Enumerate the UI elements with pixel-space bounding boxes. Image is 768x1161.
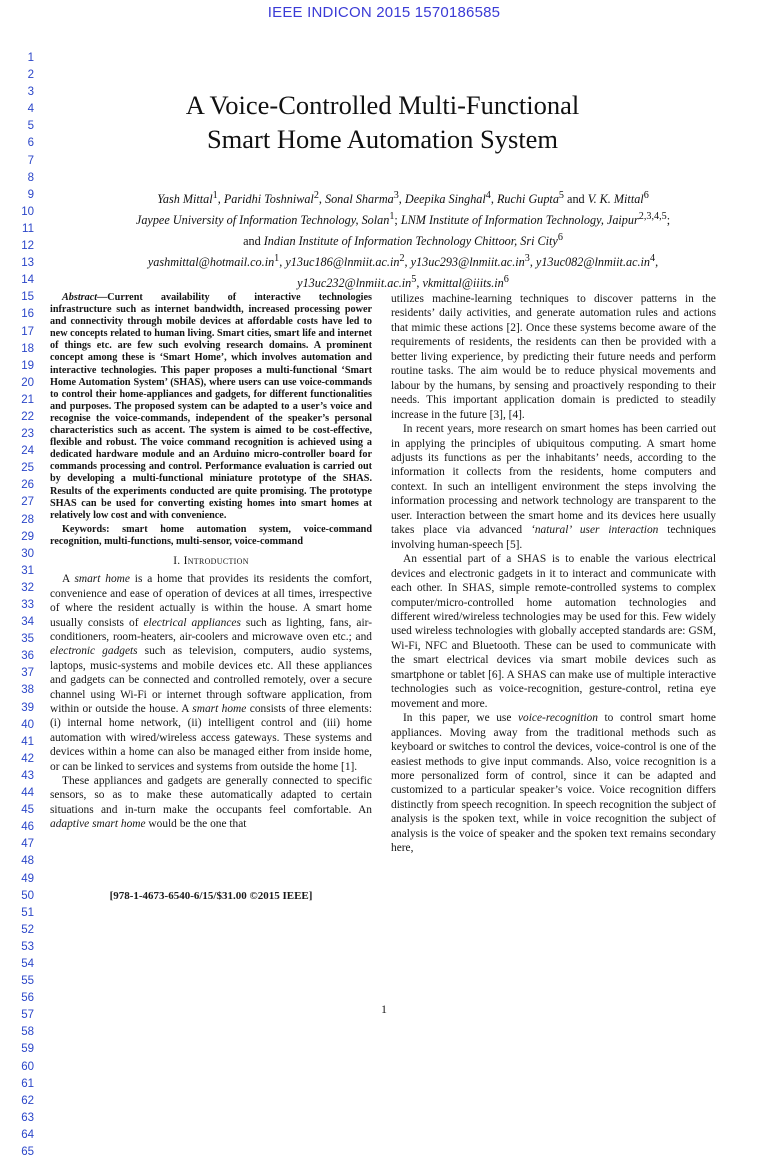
email-1: yashmittal@hotmail.co.in [147, 255, 275, 270]
line-number: 14 [21, 274, 34, 287]
line-number: 33 [21, 599, 34, 611]
line-number: 46 [21, 821, 34, 834]
abstract-label: Abstract [62, 292, 98, 303]
line-number: 53 [21, 940, 34, 953]
line-number: 57 [21, 1009, 34, 1022]
line-number: 60 [21, 1060, 34, 1073]
line-number: 17 [21, 325, 34, 338]
line-number: 56 [21, 992, 34, 1005]
line-number: 4 [27, 103, 34, 116]
affiliation-3: Indian Institute of Information Technology Chittoor, Sri City [263, 234, 558, 249]
line-number: 34 [21, 616, 34, 629]
right-paragraph-2: In recent years, more research on smart homes has been carried out in applying the principles of ubiquitous computing. A smart home adjusts its functions as per the inhabitants’ needs, according to the information it collects from the residents, home computers and context. In such an intelligent environment the steps involving the information processing and network technology are transparent to the user. Interaction between the smart home and its devices here usually takes place via advanced ‘natural’ user interaction techniques involving human-speech [5]. [391, 423, 716, 551]
line-number: 35 [21, 633, 34, 646]
intro-paragraph-1: A smart home is a home that provides its residents the comfort, convenience and ease of operation of devices at all times, irrespective of where the resident actually is within the house. A smart home usually consists of electrical appliances such as lighting, fans, air-conditioners, room-heaters, air-coolers and microwave oven etc.; and electronic gadgets such as television, computers, audio systems, laptops, music-systems and mobile devices etc. All these appliances and gadgets can be connected and controlled remotely, over a secure channel using Wi-Fi or internet through software application, from within or outside the house. A smart home consists of three elements: (i) internal home network, (ii) intelligent control and (iii) home automation with wired/wireless access gateways. These systems and devices within a home can also be managed either from inside home, or can be linked to services and systems from outside the home [1]. [50, 573, 372, 773]
author-3: Sonal Sharma [324, 192, 394, 207]
left-column [50, 292, 372, 832]
line-number: 45 [21, 804, 34, 817]
right-paragraph-1: utilizes machine-learning techniques to discover patterns in the residents’ daily activities, and generate automation rules and actions that mimic these actions [2]. Once these systems become aware of the requirements of residents, the residents can then be provided with a better living experience, by predicting their future needs and perform routine tasks. The aim would be to reduce physical movements and labour by the humans, by sensing and proactively responding to their needs. This important application domain is predicted to steadily increase in the future [3], [4]. [391, 293, 716, 421]
line-number: 28 [21, 513, 34, 526]
line-number: 3 [27, 86, 34, 99]
author-5: Ruchi Gupta [496, 192, 559, 207]
line-number: 64 [21, 1128, 34, 1141]
paper-title [110, 88, 655, 156]
line-number: 25 [21, 462, 34, 475]
line-number: 36 [21, 650, 34, 663]
line-number: 10 [21, 205, 34, 218]
line-number: 32 [21, 581, 34, 594]
line-number: 49 [21, 872, 34, 885]
right-paragraph-4: In this paper, we use voice-recognition to control smart home appliances. Moving away from the traditional methods such as keyboard or switches to control the devices, voice-control is one of the easiest methods to give input commands. Also, voice recognition is a more personalized form of control, since it can be adapted and customized to a particular speaker’s voice. Voice recognition differs distinctly from speech recognition. In speech recognition the subject of analysis is the spoken text, while in voice recognition the subject of analysis is the voice of speaker and the spoken text remains secondary here, [391, 712, 716, 855]
author-names: Yash Mittal$^1$, Paridhi Toshniwal$^2$, Sonal Sharma$^3$, Deepika Singhal$^4$, Ruchi Gupta$^5$ and V. K. Mittal$^6$ [157, 190, 649, 207]
section-heading-introduction: I. Introduction [173, 554, 249, 567]
author-2: Paridhi Toshniwal [223, 192, 314, 207]
line-number: 38 [21, 684, 34, 697]
line-number: 51 [21, 906, 34, 919]
email-6: vkmittal@iiits.in [422, 276, 504, 291]
line-number: 19 [21, 359, 34, 372]
line-number: 50 [21, 889, 34, 902]
emails-line-1: $yashmittal@hotmail.co.in^1$, $y13uc186@lnmiit.ac.in^2$, $y13uc293@lnmiit.ac.in^3$, $y13uc082@lnmiit.ac.in^4$, [147, 253, 659, 270]
author-6: V. K. Mittal [587, 192, 644, 207]
line-number: 37 [21, 667, 34, 680]
page-number: 1 [381, 1002, 387, 1016]
email-4: y13uc082@lnmiit.ac.in [535, 255, 651, 270]
line-number: 55 [21, 975, 34, 988]
affiliations-line-2: and Indian Institute of Information Technology Chittoor, Sri City$^6$ [243, 232, 563, 249]
line-number: 61 [21, 1077, 34, 1090]
line-number: 39 [21, 701, 34, 714]
right-paragraph-3: An essential part of a SHAS is to enable the various electrical devices and electronic gadgets in it to interact and communicate with each other. In SHAS, simple remote-controlled systems to complex computer/micro-controlled home automation technologies and different wired/wireless technologies may be used for this. Few widely used wireless technologies with globally accepted standards are: GSM, Wi-Fi, NFC and Bluetooth. These can be used to communicate with the smart electrical devices via smart mobile devices such as smartphone or tablet [6]. A SHAS can make use of multiple interactive technologies such as voice-recognition, gesture-control, retina eye movement and more. [391, 553, 716, 710]
line-number: 12 [21, 240, 34, 253]
line-number: 22 [21, 410, 34, 423]
email-3: y13uc293@lnmiit.ac.in [410, 255, 525, 270]
line-number: 42 [21, 752, 34, 765]
copyright-notice: [978-1-4673-6540-6/15/$31.00 ©2015 IEEE] [109, 890, 313, 902]
keywords: Keywords: smart home automation system, voice-command recognition, multi-functions, multi-sensor, voice-command [50, 523, 372, 547]
line-number: 63 [21, 1111, 34, 1124]
abstract [50, 292, 372, 522]
line-number: 16 [21, 308, 34, 321]
line-number: 1 [27, 52, 34, 64]
line-number: 52 [21, 923, 34, 936]
line-number: 29 [21, 530, 34, 543]
line-number: 23 [21, 428, 34, 441]
line-number: 20 [21, 376, 34, 389]
conference-header: IEEE INDICON 2015 1570186585 [267, 4, 501, 21]
title-line-1: A Voice-Controlled Multi-Functional [185, 90, 580, 120]
line-number: 9 [27, 188, 34, 201]
line-number: 59 [21, 1043, 34, 1056]
right-column [391, 292, 716, 856]
line-number: 26 [21, 479, 34, 492]
author-4: Deepika Singhal [404, 192, 486, 207]
line-number: 2 [27, 69, 34, 82]
line-number: 15 [21, 291, 34, 304]
affiliation-2: LNM Institute of Information Technology, Jaipur [400, 213, 639, 228]
author-1: Yash Mittal [157, 192, 213, 207]
line-number: 21 [21, 393, 34, 406]
line-number: 58 [21, 1026, 34, 1039]
line-number: 65 [21, 1146, 34, 1158]
title-line-2: Smart Home Automation System [206, 124, 559, 154]
line-number: 5 [27, 120, 34, 133]
email-2: y13uc186@lnmiit.ac.in [285, 255, 400, 270]
line-number: 11 [22, 222, 34, 235]
email-5: y13uc232@lnmiit.ac.in [297, 276, 412, 291]
line-number: 41 [21, 735, 34, 748]
line-number: 27 [21, 496, 34, 509]
line-number: 43 [21, 769, 34, 782]
author-block [48, 187, 758, 292]
line-number: 44 [21, 787, 34, 800]
affiliation-1: Jaypee University of Information Technology, Solan [135, 213, 390, 228]
line-number: 30 [21, 547, 34, 560]
emails-line-2: $y13uc232@lnmiit.ac.in^5$, $vkmittal@iiits.in^6$ [297, 274, 509, 291]
line-number: 40 [21, 718, 34, 731]
line-number: 8 [27, 171, 34, 184]
intro-paragraph-2: These appliances and gadgets are generally connected to specific sensors, so as to make these automatically adapted to certain situations and in-turn make the occupants feel comfortable. An adaptive smart home would be the one that [50, 775, 372, 831]
abstract-text: —Current availability of interactive technologies infrastructure such as internet bandwidth, increased processing power and connectivity through mobile devices at affordable costs have led to new concepts related to human living. Smart cities, smart life and internet of things etc. are few such evolving research domains. A prominent concept among these is ‘Smart Home’, which involves automation and interactive technologies. This paper proposes a multi-functional ‘Smart Home Automation System’ (SHAS), where users can use voice-commands to control their home-appliances and gadgets, for different functionalities and purposes. The proposed system can be adapted to a user’s voice and recognise the voice-commands, independent of the speaker’s personal characteristics such as accent. The system is aimed to be cost-effective, flexible and robust. The voice command recognition is achieved using a dedicated hardware module and an Arduino micro-controller board for commands processing and control. Performance evaluation is carried out by developing a multi-functional miniature prototype of the SHAS. Results of the experiments conducted are quite promising. The prototype SHAS can be used for converting existing homes into smart homes at relatively low cost and with convenience. [50, 292, 372, 521]
line-number: 6 [27, 137, 34, 150]
line-number: 31 [21, 564, 34, 577]
line-number: 48 [21, 855, 34, 868]
line-number: 54 [21, 957, 34, 970]
line-number: 13 [21, 257, 34, 270]
line-number: 24 [21, 445, 34, 458]
affiliations-line-1: Jaypee University of Information Technology, Solan$^1$; LNM Institute of Information Technology, Jaipur$^{2,3,4,5}$; [135, 211, 671, 228]
line-number: 7 [27, 154, 34, 167]
line-number: 18 [21, 342, 34, 355]
line-number: 62 [21, 1094, 34, 1107]
line-number-gutter [4, 50, 38, 1161]
line-number: 47 [21, 838, 34, 851]
